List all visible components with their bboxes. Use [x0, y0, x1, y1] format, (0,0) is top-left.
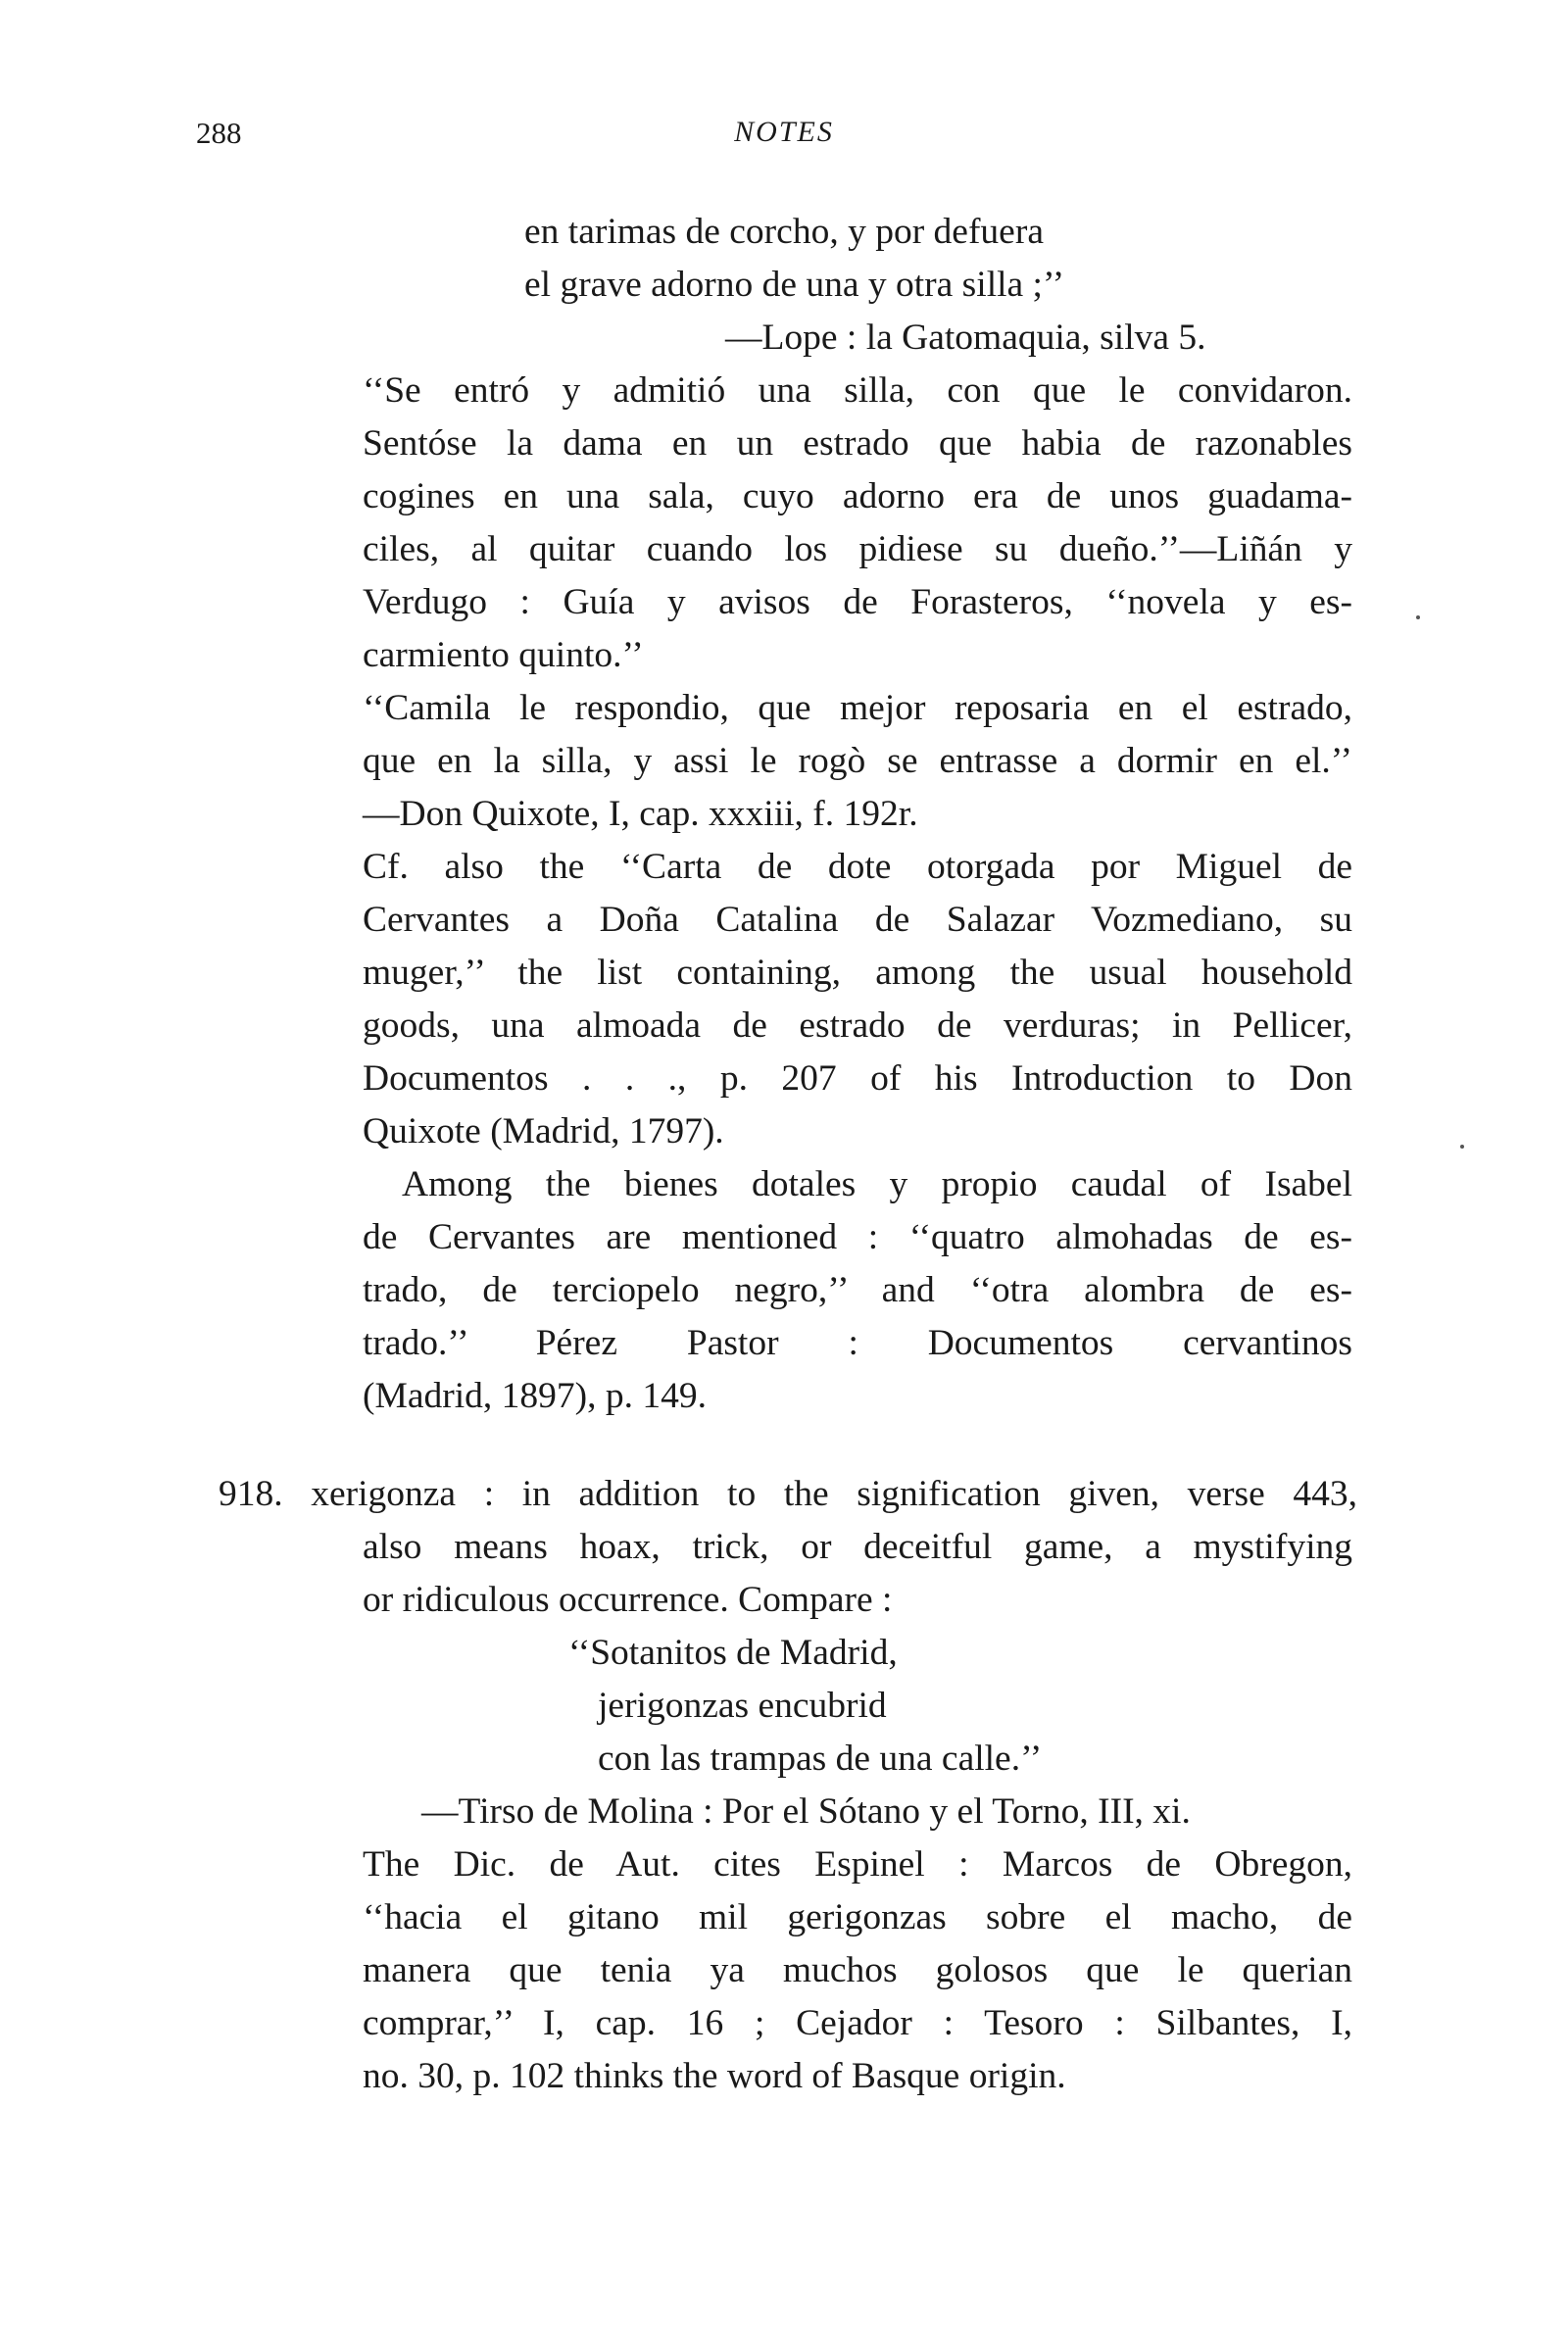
note-heading-line: 918. xerigonza : in addition to the signification given, verse 443,: [219, 1474, 1357, 1514]
text-line: ‘‘Sotanitos de Madrid,: [568, 1633, 898, 1673]
page-header: [0, 116, 1568, 155]
text-line: cogines en una sala, cuyo adorno era de unos guadama-: [363, 476, 1352, 516]
text-line: ‘‘Se entró y admitió una silla, con que le convidaron.: [363, 370, 1352, 411]
scan-speck: [1416, 615, 1420, 619]
running-title: NOTES: [734, 116, 834, 148]
text-line: comprar,’’ I, cap. 16 ; Cejador : Tesoro : Silbantes, I,: [363, 2003, 1352, 2043]
text-line: goods, una almoada de estrado de verduras; in Pellicer,: [363, 1005, 1352, 1046]
text-line: Verdugo : Guía y avisos de Forasteros, ‘‘novela y es-: [363, 582, 1352, 622]
text-line: ‘‘Camila le respondio, que mejor reposaria en el estrado,: [363, 688, 1352, 728]
text-line: (Madrid, 1897), p. 149.: [363, 1376, 707, 1416]
text-line: con las trampas de una calle.’’: [598, 1739, 1043, 1779]
text-line: —Don Quixote, I, cap. xxxiii, f. 192r.: [363, 794, 918, 834]
text-line: trado.’’ Pérez Pastor : Documentos cervantinos: [363, 1323, 1352, 1363]
text-line: Quixote (Madrid, 1797).: [363, 1111, 724, 1152]
text-line: en tarimas de corcho, y por defuera: [524, 212, 1044, 252]
text-line: ciles, al quitar cuando los pidiese su dueño.’’—Liñán y: [363, 529, 1352, 569]
text-line: or ridiculous occurrence. Compare :: [363, 1580, 893, 1620]
text-line: de Cervantes are mentioned : ‘‘quatro almohadas de es-: [363, 1217, 1352, 1257]
text-line: The Dic. de Aut. cites Espinel : Marcos de Obregon,: [363, 1844, 1352, 1885]
text-line: Documentos . . ., p. 207 of his Introduction to Don: [363, 1058, 1352, 1099]
text-line: Among the bienes dotales y propio caudal of Isabel: [402, 1164, 1352, 1204]
text-line: also means hoax, trick, or deceitful game, a mystifying: [363, 1527, 1352, 1567]
scan-speck: [1460, 1145, 1464, 1149]
text-line: —Tirso de Molina : Por el Sótano y el Torno, III, xi.: [421, 1791, 1191, 1832]
text-line: manera que tenia ya muchos golosos que le querian: [363, 1950, 1352, 1990]
text-line: Cf. also the ‘‘Carta de dote otorgada por Miguel de: [363, 847, 1352, 887]
text-line: Sentóse la dama en un estrado que habia de razonables: [363, 423, 1352, 464]
text-line: muger,’’ the list containing, among the usual household: [363, 953, 1352, 993]
text-line: el grave adorno de una y otra silla ;’’: [524, 265, 1065, 305]
page-number: 288: [196, 116, 242, 150]
text-line: ‘‘hacia el gitano mil gerigonzas sobre el macho, de: [363, 1897, 1352, 1937]
text-line: no. 30, p. 102 thinks the word of Basque origin.: [363, 2056, 1066, 2096]
text-line: que en la silla, y assi le rogò se entrasse a dormir en el.’’: [363, 741, 1352, 781]
text-line: jerigonzas encubrid: [598, 1686, 887, 1726]
text-line: Cervantes a Doña Catalina de Salazar Vozmediano, su: [363, 900, 1352, 940]
text-line: trado, de terciopelo negro,’’ and ‘‘otra alombra de es-: [363, 1270, 1352, 1310]
text-line: —Lope : la Gatomaquia, silva 5.: [725, 318, 1206, 358]
text-line: carmiento quinto.’’: [363, 635, 644, 675]
